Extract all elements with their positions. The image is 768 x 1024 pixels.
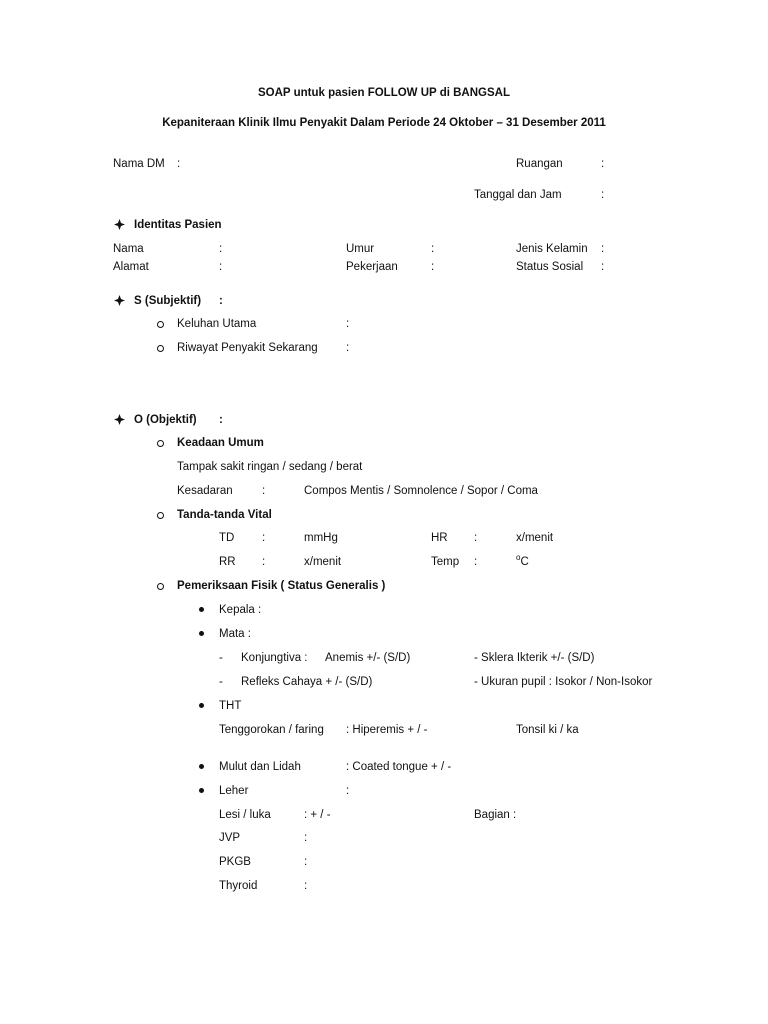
nama-colon: : <box>219 243 223 255</box>
dot-bullet-icon <box>199 631 204 636</box>
konjungtiva-dash: - <box>219 652 223 664</box>
jvp-colon: : <box>304 832 308 844</box>
dot-bullet-icon <box>199 764 204 769</box>
pekerjaan-colon: : <box>431 261 435 273</box>
nama-label: Nama <box>113 243 144 255</box>
rr-colon: : <box>262 556 266 568</box>
leher-colon: : <box>346 785 350 797</box>
nama-dm-colon: : <box>177 158 181 170</box>
diamond-bullet-icon <box>114 414 125 425</box>
hr-label: HR <box>431 532 448 544</box>
temp-unit <box>516 555 529 569</box>
document-title: SOAP untuk pasien FOLLOW UP di BANGSAL <box>258 87 510 99</box>
objektif-heading: O (Objektif) <box>134 414 197 426</box>
coated-tongue-text: : Coated tongue + / - <box>346 761 452 773</box>
riwayat-penyakit-colon: : <box>346 342 350 354</box>
tht-label: THT <box>219 700 242 712</box>
rr-unit: x/menit <box>304 556 342 568</box>
pkgb-colon: : <box>304 856 308 868</box>
td-unit: mmHg <box>304 532 338 544</box>
subjektif-heading: S (Subjektif) <box>134 295 202 307</box>
sklera-ikterik-text: - Sklera Ikterik +/- (S/D) <box>474 652 595 664</box>
jvp-label: JVP <box>219 832 241 844</box>
dot-bullet-icon <box>199 607 204 612</box>
kesadaran-label: Kesadaran <box>177 485 233 497</box>
kepala-label: Kepala : <box>219 604 262 616</box>
rr-label: RR <box>219 556 236 568</box>
ruangan-label: Ruangan <box>516 158 563 170</box>
degree-symbol: o <box>516 553 521 563</box>
circle-bullet-icon <box>157 583 164 590</box>
circle-bullet-icon <box>157 345 164 352</box>
kesadaran-colon: : <box>262 485 266 497</box>
tanggal-jam-colon: : <box>601 189 605 201</box>
dot-bullet-icon <box>199 788 204 793</box>
tonsil-text: Tonsil ki / ka <box>516 724 579 736</box>
td-label: TD <box>219 532 235 544</box>
document-subtitle: Kepaniteraan Klinik Ilmu Penyakit Dalam Periode 24 Oktober – 31 Desember 2011 <box>162 117 606 129</box>
temp-label: Temp <box>431 556 460 568</box>
alamat-label: Alamat <box>113 261 149 273</box>
lesi-value: : + / - <box>304 809 331 821</box>
riwayat-penyakit-label: Riwayat Penyakit Sekarang <box>177 342 318 354</box>
td-colon: : <box>262 532 266 544</box>
pkgb-label: PKGB <box>219 856 251 868</box>
hr-unit: x/menit <box>516 532 554 544</box>
keadaan-umum-heading: Keadaan Umum <box>177 437 264 449</box>
thyroid-label: Thyroid <box>219 880 258 892</box>
kesadaran-options: Compos Mentis / Somnolence / Sopor / Coma <box>304 485 538 497</box>
circle-bullet-icon <box>157 321 164 328</box>
tanggal-jam-label: Tanggal dan Jam <box>474 189 562 201</box>
diamond-bullet-icon <box>114 219 125 230</box>
hiperemis-text: : Hiperemis + / - <box>346 724 428 736</box>
mulut-lidah-label: Mulut dan Lidah <box>219 761 301 773</box>
umur-colon: : <box>431 243 435 255</box>
pemeriksaan-fisik-heading: Pemeriksaan Fisik ( Status Generalis ) <box>177 580 386 592</box>
tampak-sakit-text: Tampak sakit ringan / sedang / berat <box>177 461 363 473</box>
anemis-text: Anemis +/- (S/D) <box>325 652 411 664</box>
objektif-colon: : <box>219 414 223 426</box>
leher-label: Leher <box>219 785 249 797</box>
tenggorokan-label: Tenggorokan / faring <box>219 724 324 736</box>
lesi-label: Lesi / luka <box>219 809 271 821</box>
celsius-label: C <box>520 556 529 568</box>
status-sosial-colon: : <box>601 261 605 273</box>
dot-bullet-icon <box>199 703 204 708</box>
alamat-colon: : <box>219 261 223 273</box>
umur-label: Umur <box>346 243 375 255</box>
status-sosial-label: Status Sosial <box>516 261 584 273</box>
thyroid-colon: : <box>304 880 308 892</box>
jenis-kelamin-label: Jenis Kelamin <box>516 243 588 255</box>
keluhan-utama-label: Keluhan Utama <box>177 318 257 330</box>
refleks-dash: - <box>219 676 223 688</box>
keluhan-utama-colon: : <box>346 318 350 330</box>
diamond-bullet-icon <box>114 295 125 306</box>
ukuran-pupil-text: - Ukuran pupil : Isokor / Non-Isokor <box>474 676 653 688</box>
ruangan-colon: : <box>601 158 605 170</box>
refleks-cahaya-text: Refleks Cahaya + /- (S/D) <box>241 676 373 688</box>
nama-dm-label: Nama DM <box>113 158 165 170</box>
circle-bullet-icon <box>157 440 164 447</box>
mata-label: Mata : <box>219 628 251 640</box>
konjungtiva-label: Konjungtiva : <box>241 652 308 664</box>
hr-colon: : <box>474 532 478 544</box>
pekerjaan-label: Pekerjaan <box>346 261 398 273</box>
tanda-vital-heading: Tanda-tanda Vital <box>177 509 272 521</box>
bagian-label: Bagian : <box>474 809 517 821</box>
jenis-kelamin-colon: : <box>601 243 605 255</box>
circle-bullet-icon <box>157 512 164 519</box>
temp-colon: : <box>474 556 478 568</box>
subjektif-colon: : <box>219 295 223 307</box>
identitas-heading: Identitas Pasien <box>134 219 222 231</box>
